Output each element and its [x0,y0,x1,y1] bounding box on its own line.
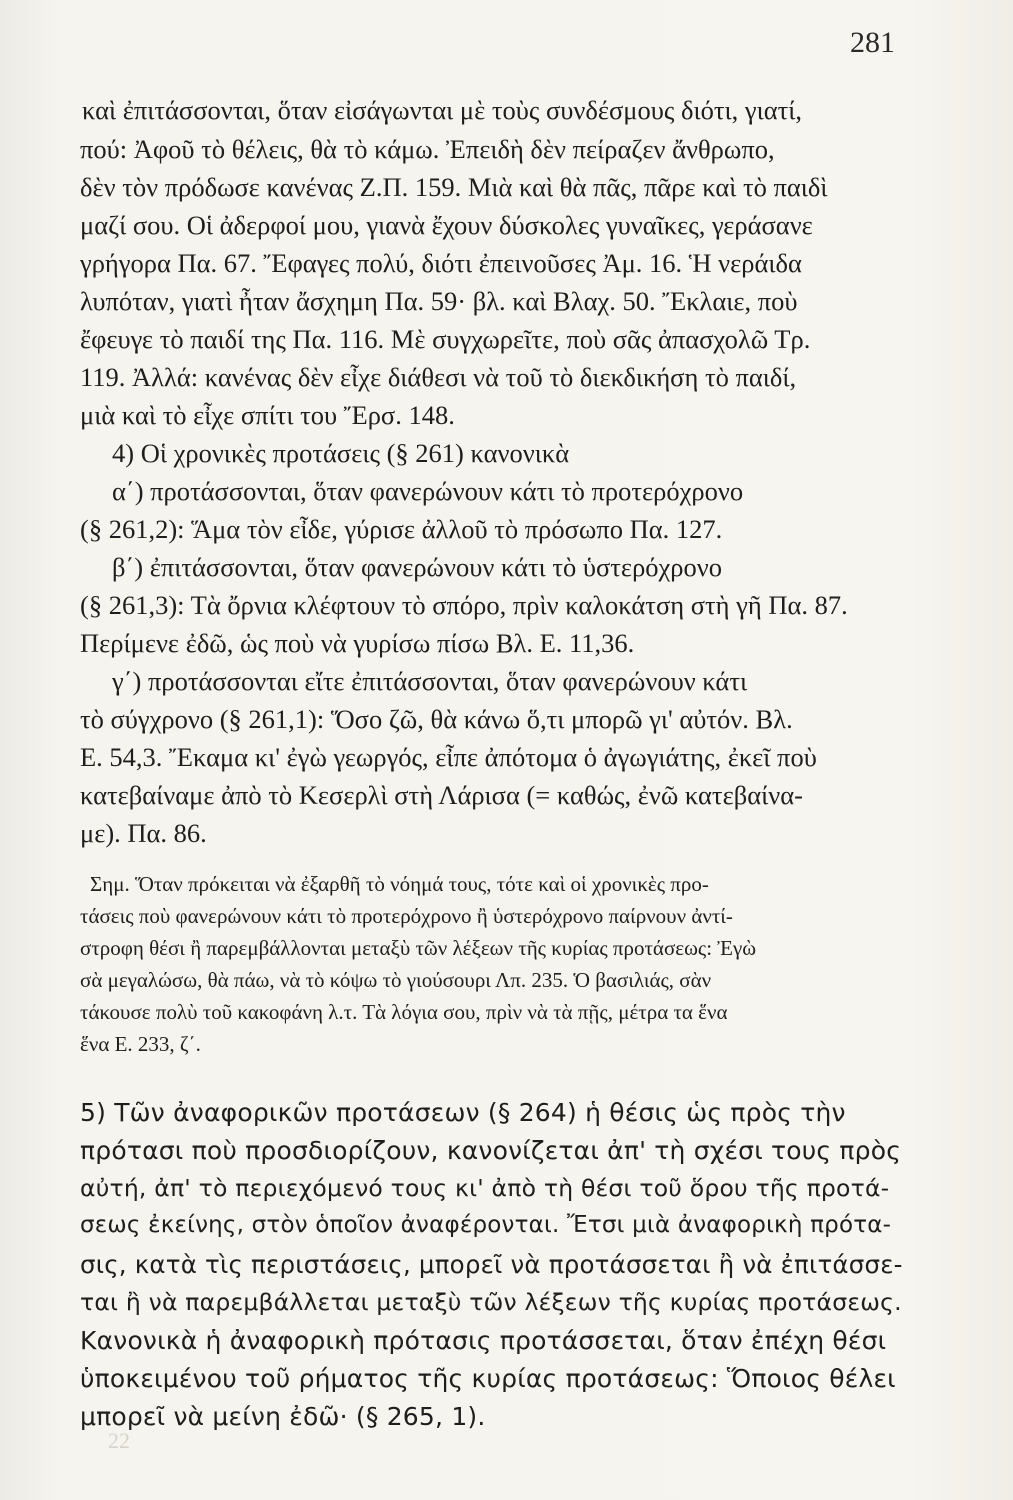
text-line: τὸ σύγχρονο (§ 261,1): Ὅσο ζῶ, θὰ κάνω ὅ,τι μπορῶ γι' αὐτόν. Βλ. [80,704,793,734]
text-line: (§ 261,2): Ἅμα τὸν εἶδε, γύρισε ἀλλοῦ τὸ πρόσωπο Πα. 127. [80,514,723,544]
text-line: δὲν τὸν πρόδωσε κανένας Ζ.Π. 159. Μιὰ καὶ θὰ πᾶς, πᾶρε καὶ τὸ παιδὶ [80,172,828,202]
text-line: α΄) προτάσσονται, ὅταν φανερώνουν κάτι τὸ προτερόχρονο [112,476,744,506]
text-line: 4) Οἱ χρονικὲς προτάσεις (§ 261) κανονικὰ [112,438,570,468]
text-line: μιὰ καὶ τὸ εἶχε σπίτι του Ἔρσ. 148. [80,400,455,430]
text-line: λυπόταν, γιατὶ ἦταν ἄσχημη Πα. 59· βλ. καὶ Βλαχ. 50. Ἔκλαιε, ποὺ [80,286,798,316]
text-line: κατεβαίναμε ἀπὸ τὸ Κεσερλὶ στὴ Λάρισα (= καθώς, ἐνῶ κατεβαίνα- [80,780,803,810]
text-line: πού: Ἀφοῦ τὸ θέλεις, θὰ τὸ κάμω. Ἐπειδὴ δὲν πείραζεν ἄνθρωπο, [80,134,775,164]
text-line: μαζί σου. Οἱ ἀδερφοί μου, γιανὰ ἔχουν δύσκολες γυναῖκες, γεράσανε [80,210,813,240]
text-line: μπορεῖ νὰ μείνη ἐδῶ· (§ 265, 1). [80,1402,486,1431]
text-line: Κανονικὰ ἡ ἀναφορικὴ πρότασις προτάσσεται, ὅταν ἐπέχη θέσι [80,1326,887,1355]
text-line: με). Πα. 86. [80,818,207,848]
text-line: αὐτή, ἀπ' τὸ περιεχόμενό τους κι' ἀπὸ τὴ θέσι τοῦ ὅρου τῆς προτά- [80,1174,890,1202]
note-line: στροφη θέσι ἢ παρεμβάλλονται μεταξὺ τῶν λέξεων τῆς κυρίας προτάσεως: Ἐγὼ [80,936,757,960]
text-line: Ε. 54,3. Ἔκαμα κι' ἐγὼ γεωργός, εἶπε ἀπότομα ὁ ἀγωγιάτης, ἐκεῖ ποὺ [80,742,817,772]
text-line: σις, κατὰ τὶς περιστάσεις, μπορεῖ νὰ προτάσσεται ἢ νὰ ἐπιτάσσε- [80,1250,903,1279]
note-line: τάκουσε πολὺ τοῦ κακοφάνη λ.τ. Τὰ λόγια σου, πρὶν νὰ τὰ πῇς, μέτρα τα ἕνα [80,1000,728,1024]
text-line: β΄) ἐπιτάσσονται, ὅταν φανερώνουν κάτι τὸ ὑστερόχρονο [112,552,723,582]
bleed-through-mark: 22 [108,1428,130,1453]
page-number: 281 [850,26,895,59]
text-line: πρότασι ποὺ προσδιορίζουν, κανονίζεται ἀπ' τὴ σχέσι τους πρὸς [80,1136,902,1165]
text-line: ὑποκειμένου τοῦ ρήματος τῆς κυρίας προτάσεως: Ὅποιος θέλει [80,1364,896,1393]
text-line: ἔφευγε τὸ παιδί της Πα. 116. Μὲ συγχωρεῖτε, ποὺ σᾶς ἀπασχολῶ Τρ. [80,324,811,354]
text-line: Περίμενε ἐδῶ, ὡς ποὺ νὰ γυρίσω πίσω Βλ. Ε. 11,36. [80,628,635,658]
note-line: Σημ. Ὅταν πρόκειται νὰ ἐξαρθῆ τὸ νόημά τους, τότε καὶ οἱ χρονικὲς προ- [90,872,709,896]
text-line: (§ 261,3): Τὰ ὄρνια κλέφτουν τὸ σπόρο, πρὶν καλοκάτση στὴ γῆ Πα. 87. [80,590,848,620]
text-line: ται ἢ νὰ παρεμβάλλεται μεταξὺ τῶν λέξεων τῆς κυρίας προτάσεως. [80,1288,902,1316]
note-line: σὰ μεγαλώσω, θὰ πάω, νὰ τὸ κόψω τὸ γιούσουρι Λπ. 235. Ὁ βασιλιάς, σὰν [80,968,712,992]
note-line: ἕνα Ε. 233, ζ΄. [80,1032,201,1056]
text-line: γ΄) προτάσσονται εἴτε ἐπιτάσσονται, ὅταν φανερώνουν κάτι [112,666,748,696]
note-line: τάσεις ποὺ φανερώνουν κάτι τὸ προτερόχρονο ἢ ὑστερόχρονο παίρνουν ἀντί- [80,904,733,928]
text-line: σεως ἐκείνης, στὸν ὁποῖον ἀναφέρονται. Ἔτσι μιὰ ἀναφορικὴ πρότα- [80,1212,892,1238]
text-line: καὶ ἐπιτάσσονται, ὅταν εἰσάγωνται μὲ τοὺς συνδέσμους διότι, γιατί, [82,95,802,125]
text-line: 119. Ἀλλά: κανένας δὲν εἶχε διάθεσι νὰ τοῦ τὸ διεκδικήση τὸ παιδί, [80,362,797,392]
text-line: 5) Τῶν ἀναφορικῶν προτάσεων (§ 264) ἡ θέσις ὡς πρὸς τὴν [80,1098,846,1127]
text-line: γρήγορα Πα. 67. Ἔφαγες πολύ, διότι ἐπεινοῦσες Ἀμ. 16. Ἡ νεράιδα [80,248,802,278]
